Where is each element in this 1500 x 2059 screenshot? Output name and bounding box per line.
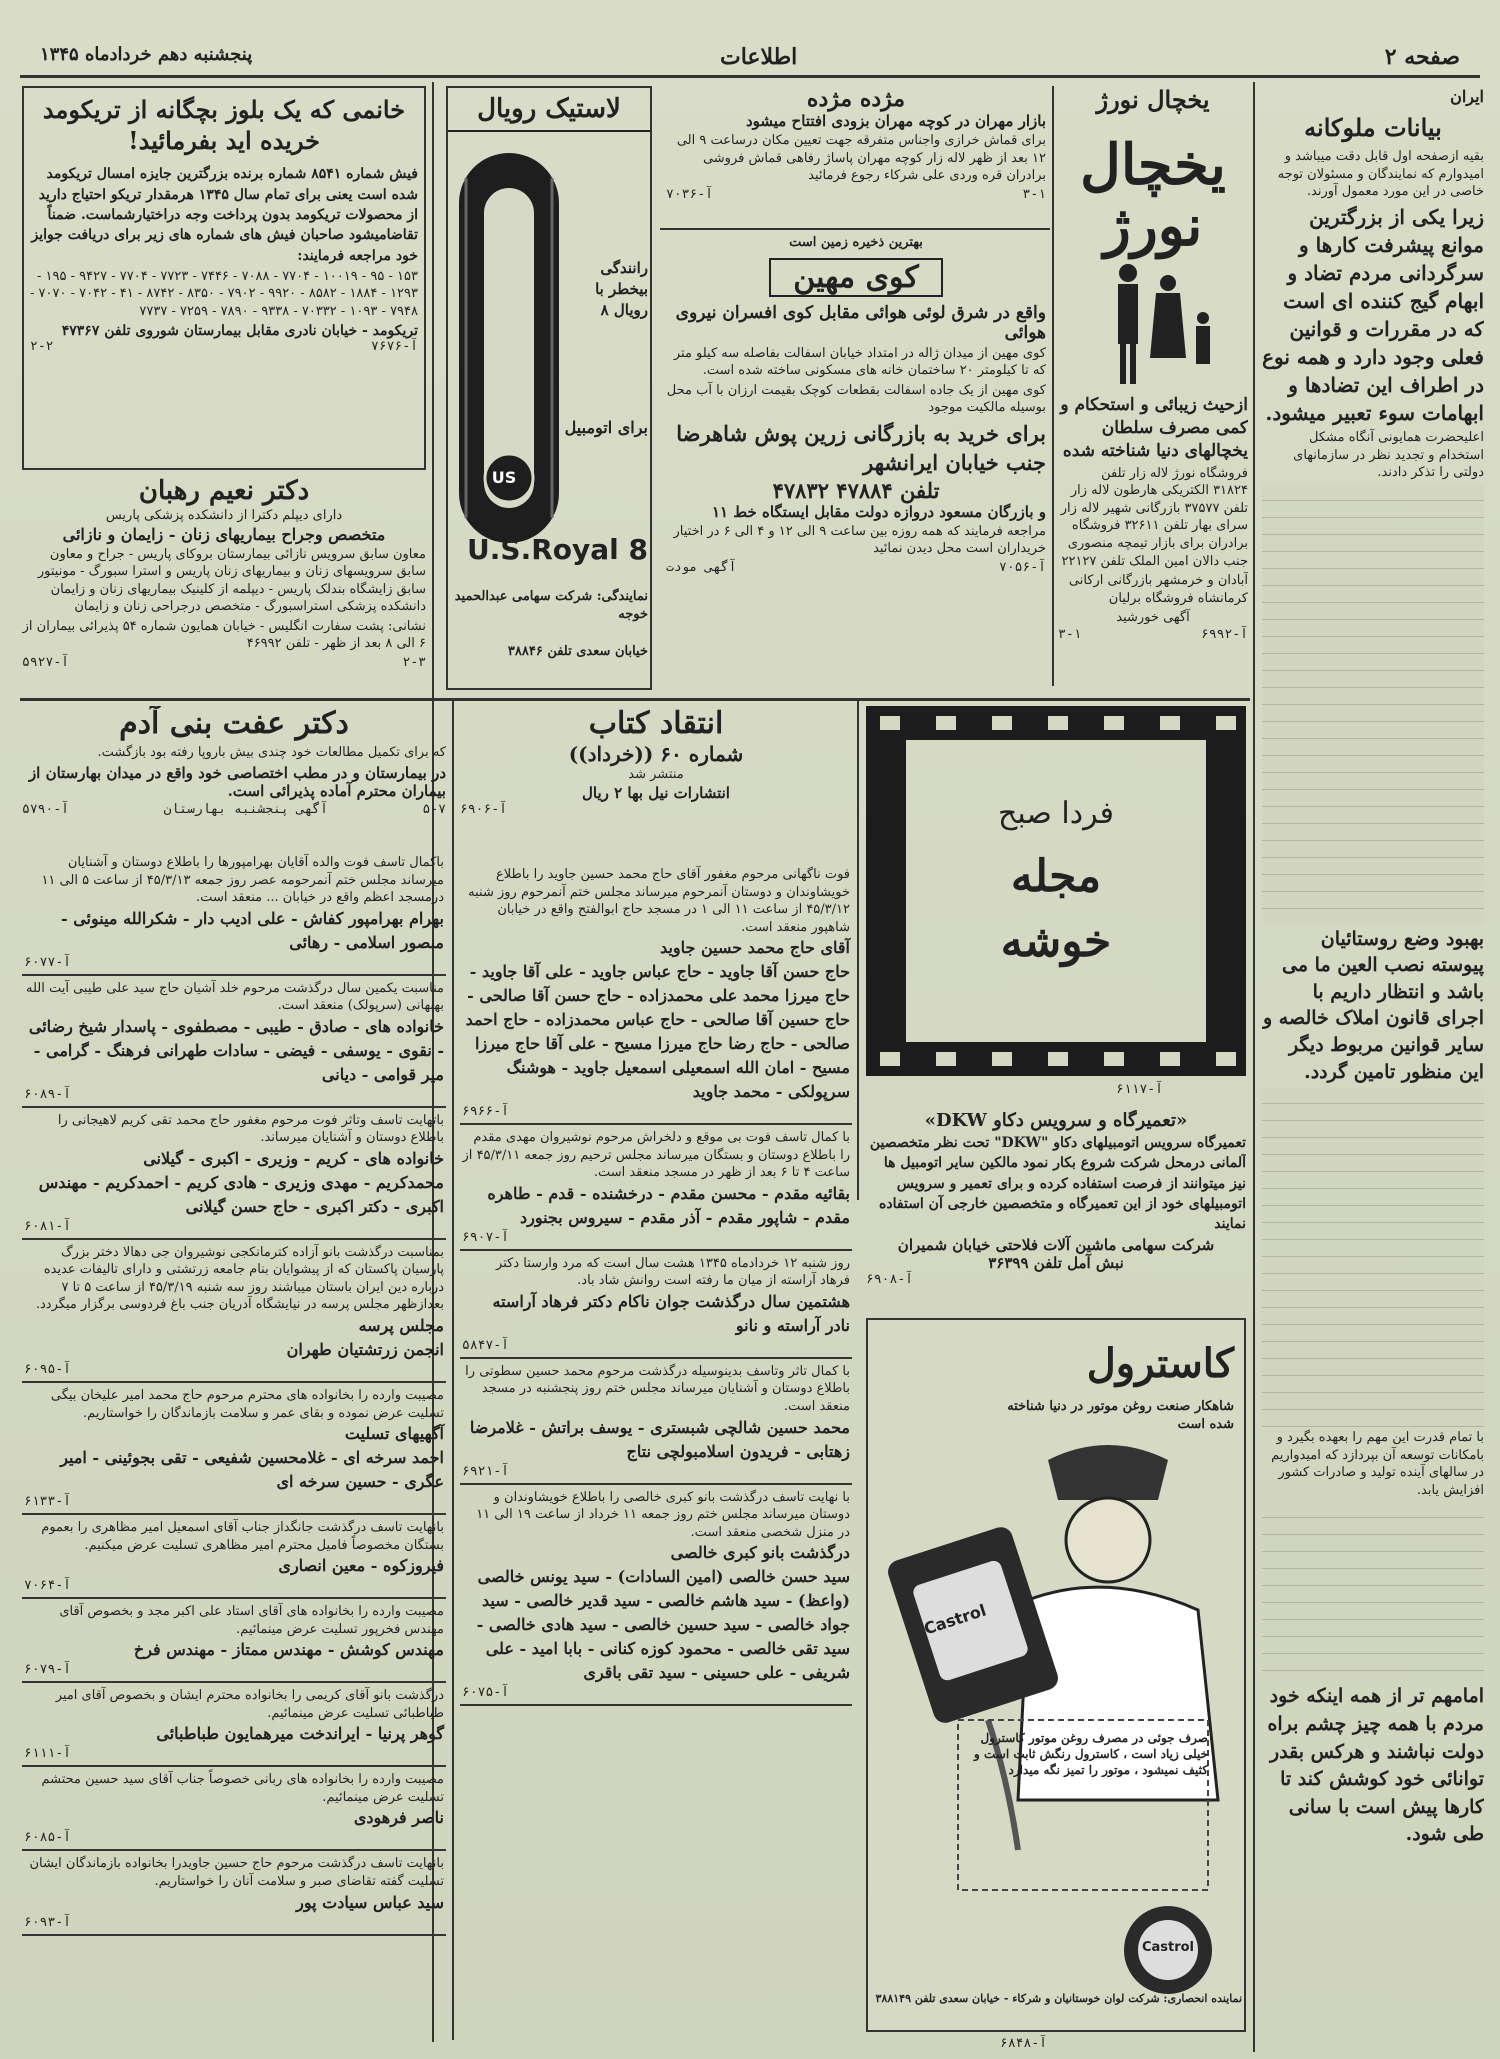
doctor-rahban-ad: [22, 476, 426, 694]
land-office: و بازرگان مسعود دروازه دولت مقابل ایستگاه خط ۱۱: [711, 502, 1046, 521]
fridge-ad: [1058, 86, 1248, 686]
doctor-effat-ad: [22, 706, 446, 846]
dkw-ref: آ-۶۹۰۸: [866, 1272, 913, 1288]
notice-text: مصیبت وارده را بخانواده های ربانی خصوصاً جناب آقای سید حسین محتشم تسلیت عرض مینمائیم.: [41, 1772, 444, 1805]
article-paragraph: زیرا یکی از بزرگترین موانع پیشرفت کارها و سرگردانی مردم تضاد و ابهام گیج کننده ای است که در مقررات و قوانین فعلی وجود دارد و همه نوع در اطراف این تضادها و ابهامات سوء تعبیر میشود.: [1262, 205, 1484, 426]
notice-title: بقائیه مقدم - محسن مقدم - درخشنده - قدم - طاهره مقدم - شاپور مقدم - آذر مقدم - سیروس بجنورد: [487, 1183, 850, 1227]
fridge-tagline: ازحیث زیبائی و استحکام و کمی مصرف سلطان یخچالهای دنیا شناخته شده: [1060, 394, 1248, 461]
bazaar-ref: آ-۷۰۳۶: [666, 187, 713, 203]
article-paragraph: با تمام قدرت این مهم را بعهده بگیرد و بامکانات توسعه آن بپردازد که امیدواریم در سالهای آینده تولید و صادرات کشور افزایش یابد.: [1271, 1430, 1484, 1498]
notice-ref: آ-۶۱۳۳: [24, 1494, 71, 1510]
notice-title: بهرام بهرامپور کفاش - علی ادیب دار - شکرالله مینوئی - منصور اسلامی - رهائی: [61, 908, 444, 952]
notice-names: سید حسن خالصی (امین السادات) - سید یونس خالصی (واعظ) - سید هاشم خالصی - سید قدیر خالصی - سید جواد خالصی - سید حسین خالصی - سید هادی خالصی - سید تقی خالصی - محمود کوزه کنانی - بابا امید - علی شریفی - علی حسینی - سید تقی باقری: [476, 1567, 850, 1683]
dkw-ad: [866, 1110, 1246, 1310]
notice-ref: آ-۶۰۹۵: [24, 1362, 71, 1378]
notice-title: هشتمین سال درگذشت جوان ناکام دکتر فرهاد آراسته: [492, 1291, 850, 1311]
tire-dealer: نمایندگی: شرکت سهامی عبدالحمید خوجه: [454, 589, 648, 622]
khoosheh-ad: [866, 706, 1246, 1106]
doctor-rahban-ref: آ-۵۹۲۷: [22, 655, 69, 671]
castrol-footer: نماینده انحصاری: شرکت لوان خوستانیان و شرکاء - خیابان سعدی تلفن ۳۸۸۱۴۹: [875, 1992, 1242, 2005]
land-phone: تلفن ۴۷۸۸۴ ۴۷۸۳۲: [772, 477, 940, 503]
notice-names: محمدکریم - مهدی وزیری - هادی کریم - احمدکریم - مهندس اکبری - دکتر اکبری - حاج حسن گیلانی: [38, 1172, 444, 1216]
notice-ref: آ-۷۰۶۴: [24, 1578, 71, 1594]
land-body: کوی مهین از میدان ژاله در امتداد خیابان اسفالت بفاصله سه کیلو متر که تا کیلومتر ۲۰ ساختمان خانه های مسکونی ساخته شده است.: [673, 345, 1046, 379]
notice-title: آقای حاج محمد حسین جاوید: [660, 938, 850, 958]
section-rule: [20, 698, 1250, 701]
khoosheh-ref: آ-۶۱۱۷: [1116, 1082, 1163, 1097]
castrol-ad: [866, 1318, 1246, 2032]
notice-title: خانواده های - صادق - طیبی - مصطفوی - پاسدار شیخ رضائی - نقوی - یوسفی - فیضی - سادات طهرانی فرهنگ - گرامی - میر قوامی - دیانی: [28, 1016, 444, 1084]
castrol-badge-logo: Castrol: [1141, 1940, 1195, 1955]
notice-title: درگذشت بانو کبری خالصی: [670, 1543, 850, 1563]
notice-ref: آ-۶۰۷۷: [24, 954, 71, 970]
tricot-ad: [22, 86, 426, 470]
notice-text: با کمال تاسف فوت بی موقع و دلخراش مرحوم نوشیروان مهدی مقدم را باطلاع دوستان و بستگان میرساند مجلس ترحیم روز جمعه ۴۵/۳/۱۱ از ساعت ۴ تا ۶ بعد از ظهر در مسجد منعقد است.: [462, 1130, 850, 1181]
notice-text: بانهایت تاسف درگذشت مرحوم حاج حسین جاویدرا بخانواده بازماندگان ایشان تسلیت گفته تقاضای صبر و سلامت آنان را خواستاریم.: [29, 1856, 444, 1890]
notice-text: مصیبت وارده را بخانواده های محترم مرحوم حاج محمد امیر علیخان بیگی تسلیت عرض نموده و بقای عمر و سلامت بازماندگان را خواستاریم.: [50, 1388, 444, 1421]
death-notice: [22, 850, 446, 976]
notice-ref: آ-۶۰۷۵: [462, 1685, 509, 1701]
doctor-rahban-title: دکتر نعیم رهبان: [138, 476, 310, 506]
article-text-block: [1262, 1087, 1484, 1427]
notice-text: باکمال تاسف فوت والده آقایان بهرامپورها را باطلاع دوستان و آشنایان میرساند مجلس ختم آنمرحومه عصر روز جمعه ۴۵/۳/۱۳ از ساعت ۵ الی ۱۱ درمسجد اعظم واقع در خیابان ... منعقد است.: [41, 855, 444, 906]
column-rule: [1253, 82, 1255, 2052]
book-published: منتشر شد: [628, 767, 684, 782]
dkw-phone: نبش آمل تلفن ۳۶۳۹۹: [988, 1254, 1124, 1273]
notice-ref: آ-۶۰۸۹: [24, 1086, 71, 1102]
death-notice: [460, 1125, 852, 1251]
article-text-block: [1262, 484, 1484, 924]
doctor-rahban-diploma: دارای دیپلم دکترا از دانشکده پزشکی پاریس: [105, 508, 343, 524]
notice-names: فیروزکوه - معین انصاری: [278, 1556, 444, 1576]
castrol-brand: کاسترول: [1086, 1340, 1234, 1387]
notice-text: روز شنبه ۱۲ خردادماه ۱۳۴۵ هشت سال است که مرد وارستا دکتر فرهاد آراسته از میان ما رفته است روانش شاد باد.: [496, 1255, 850, 1289]
castrol-can-logo: Castrol: [921, 1600, 989, 1639]
notice-ref: آ-۶۰۹۳: [24, 1914, 71, 1930]
fridge-ref2: ۳-۱: [1058, 626, 1082, 642]
tricot-ref2: ۲-۲: [30, 338, 54, 354]
land-agent: آگهی مودت: [666, 559, 737, 575]
section-label: ایران: [1450, 87, 1484, 106]
bazaar-ad: [666, 86, 1046, 226]
fridge-city: آبادان و خرمشهر بازرگانی ارکانی کرمانشاه فروشگاه برلیان: [1068, 573, 1248, 606]
death-notice: [22, 1683, 446, 1767]
notice-names: ناصر فرهودی: [353, 1808, 444, 1828]
death-notice: [22, 1599, 446, 1683]
death-notice: [22, 1240, 446, 1383]
death-notice: [22, 1108, 446, 1240]
notice-text: بانهایت تاسف درگذشت جانگداز جناب آقای اسمعیل امیر مظاهری را بعموم بستگان مخصوصاً فامیل محترم امیر مظاهری تسلیت عرض میکنیم.: [41, 1520, 444, 1553]
land-sale: برای خرید به بازرگانی زرین پوش شاهرضا جنب خیابان ایرانشهر: [676, 420, 1046, 476]
notice-text: با نهایت تاسف درگذشت بانو کبری خالصی را باطلاع خویشاوندان و دوستان میرساند مجلس ختم روز جمعه ۱۱ خرداد از ساعت ۱۹ الی ۱۱ در منزل شخصی منعقد است.: [476, 1489, 850, 1540]
tire-car: برای اتومبیل: [564, 418, 648, 437]
doctor-effat-ref: آ-۵۷۹۰: [22, 801, 69, 817]
notice-ref: آ-۶۹۰۷: [462, 1229, 509, 1245]
khoosheh-line1: فردا صبح: [997, 796, 1114, 831]
castrol-illustration: [868, 1420, 1246, 2020]
doctor-effat-ref2: ۵-۷: [422, 801, 446, 817]
tire-ad: [446, 86, 652, 690]
tricot-ref: آ-۷۶۷۶: [371, 338, 418, 354]
article-paragraph: بهبود وضع روستائیان پیوسته نصب العین ما می باشد و انتظار داریم با اجرای قانون املاک خالصه و سایر قوانین مربوط دیگر این منظور تامین گردد.: [1262, 927, 1484, 1083]
bazaar-ref2: ۳-۱: [1022, 187, 1046, 203]
notice-names: سید عباس سیادت پور: [296, 1892, 444, 1912]
notices-middle: [460, 862, 852, 2040]
book-title: انتقاد کتاب: [588, 706, 724, 741]
notice-ref: آ-۶۰۸۱: [24, 1218, 71, 1234]
article-paragraph: امامهم تر از همه اینکه خود مردم با همه چیز چشم براه دولت نباشند و هرکس بقدر توانائی خود کوشش کند تا کارها پیش است با سانی طی شود.: [1267, 1685, 1484, 1846]
notice-names: گوهر پرنیا - ایراندخت میرهمایون طباطبائی: [156, 1724, 444, 1744]
notice-ref: آ-۶۱۱۱: [24, 1746, 71, 1762]
fridge-dealers: فروشگاه نورژ لاله زار تلفن ۳۱۸۲۴ الکتریکی هارطون لاله زار تلفن ۳۷۵۷۷ بازرگانی شهیر لاله زار سرای بهار تلفن ۳۲۶۱۱ فروشگاه برادران برای بازار تیمچه منصوری جنب دالان امین الملک تلفن ۲۲۱۲۷: [1060, 465, 1248, 569]
tricot-numbers: ۱۵۳ - ۹۵ - ۱۰۰۱۹ - ۷۷۰۴ - ۷۰۸۸ - ۷۴۴۶ - ۷۷۲۳ - ۷۷۰۴ - ۹۴۲۷ - ۱۹۵ - ۱۲۹۳ - ۱۸۸۴ - ۸۵۸۲ - ۹۹۲۰ - ۷۹۰۲ - ۸۳۵۰ - ۸۷۴۲ - ۴۱ - ۷۰۴۲ - ۷۰۷۰ - ۷۹۴۸ - ۱۰۹۳ - ۷۰۳۳۲ - ۹۳۳۸ - ۷۸۹۰ - ۷۲۵۹ - ۷۷۳۷: [30, 268, 418, 319]
notice-names: مهندس کوشش - مهندس ممتاز - مهندس فرخ: [133, 1640, 444, 1660]
land-name-box: کوی مهین: [769, 258, 943, 297]
khoosheh-line3: خوشه: [1000, 916, 1112, 967]
article-paragraph: بقیه ازصفحه اول قابل دقت میباشد و امیدوارم که نمایندگان و مسئولان توجه خاصی در این مورد معمول آورند.: [1277, 149, 1484, 200]
tire-script: لاستیک رویال: [448, 88, 650, 132]
column-rule: [1052, 86, 1054, 686]
tire-address: خیابان سعدی تلفن ۳۸۸۴۶: [507, 644, 648, 659]
notice-ref: آ-۶۹۲۱: [462, 1463, 509, 1479]
fridge-agent: آگهی خورشید: [1116, 610, 1190, 626]
death-notice: [460, 862, 852, 1125]
doctor-effat-body2: در بیمارستان و در مطب اختصاصی خود واقع در میدان بهارستان از بیماران محترم آماده پذیرائی است.: [28, 763, 446, 800]
tricot-address: تریکومد - خیابان نادری مقابل بیمارستان شوروی تلفن ۴۷۳۶۷: [61, 322, 418, 339]
land-ref: آ-۷۰۵۶: [999, 559, 1046, 575]
tire-illustration: [454, 148, 564, 548]
page-label: صفحه ۲: [1384, 44, 1460, 70]
notice-text: فوت ناگهانی مرحوم مغفور آقای حاج محمد حسین جاوید را باطلاع خویشاوندان و دوستان آنمرحوم میرساند مجلس ختم آنمرحوم روز شنبه ۴۵/۳/۱۲ از ساعت ۱۱ الی ۱ در مسجد حاج ابوالفتح واقع در خیابان شاهپور منعقد است.: [468, 867, 850, 935]
notice-names: نادر آراسته و نانو: [735, 1315, 850, 1335]
land-body2: کوی مهین از یک جاده اسفالت بقطعات کوچک بقیمت ارزان با آب محل بوسیله مالکیت موجود: [666, 382, 1046, 416]
article-text-block: [1262, 1501, 1484, 1681]
notice-title: محمد حسین شالچی شبستری - یوسف براتش - غلامرضا زهتابی - فریدون اسلامبولچی نتاج: [469, 1417, 850, 1461]
notice-text: مصیبت وارده را بخانواده های آقای استاد علی اکبر مجد و بخصوص آقای مهندس فخرپور تسلیت عرض مینمائیم.: [59, 1604, 444, 1637]
fridge-logo: یخچال نورژ: [1080, 131, 1226, 260]
bazaar-title: مژده مژده: [806, 86, 906, 112]
doctor-effat-body: که برای تکمیل مطالعات خود چندی بیش باروپا رفته بود بازگشت.: [97, 745, 446, 760]
doctor-rahban-specialty: متخصص وجراح بیماریهای زنان - زایمان و نازائی: [62, 524, 386, 544]
dkw-body: تعمیرگاه سرویس اتومبیلهای دکاو "DKW" تحت نظر متخصصین آلمانی درمحل شرکت شروع بکار نمود مالکین سایر اتومبیل ها نیز میتوانند از فرصت استفاده کرده و برای تعمیر و سرویس اتومبیلهای خود از این تعمیرگاه و متخصصین خارجی آن استفاده نمایند: [869, 1135, 1246, 1233]
death-notice: [460, 1485, 852, 1707]
family-illustration: [1058, 258, 1248, 388]
khoosheh-line2: مجله: [1010, 851, 1102, 902]
fridge-ref: آ-۶۹۹۲: [1201, 626, 1248, 642]
column-rule: [857, 700, 859, 1200]
tire-line: رانندگی بیخطر با رویال ۸: [595, 259, 648, 319]
notice-text: بمناسبت درگذشت بانو آزاده کترمانکجی نوشیروان جی دهالا دختر بزرگ پارسیان پاکستان که از پیشوایان بنام جامعه زرتشتی و دارای تالیفات عدیده درباره دین ایران باستان میباشند روز سه شنبه ۴۵/۳/۱۹ از ساعت ۵ تا ۷ بعدازظهر مجلس پرسه در نیایشگاه آدریان جنب باغ فردوسی برگزار میگردد.: [35, 1244, 444, 1313]
notice-title: مجلس پرسه: [358, 1316, 444, 1336]
doctor-effat-agent: آگهی پنجشنبه بهارستان: [163, 801, 328, 817]
fridge-header: یخچال نورژ: [1096, 86, 1210, 114]
tire-brand: U.S.Royal 8: [467, 533, 648, 566]
notice-text: با کمال تاثر وتاسف بدینوسیله درگذشت مرحوم محمد حسین سطوتی را باطلاع دوستان و آشنایان میرساند مجلس ختم روز پنجشنبه در مسجد منعقد است.: [465, 1363, 850, 1415]
notice-names: احمد سرخه ای - غلامحسین شفیعی - تقی بجوئینی - امیر عگری - حسین سرخه ای: [60, 1448, 444, 1492]
notice-ref: آ-۵۸۴۷: [462, 1337, 509, 1353]
tricot-body: فیش شماره ۸۵۴۱ شماره برنده بزرگترین جایزه امسال تریکومد شده است یعنی برای تمام سال ۱۳۴۵ هرمقدار تریکو احتیاج دارید از محصولات تریکومد بدون پرداخت وجه دراختیارشماست. ضمناً تقاضامیشود صاحبان فیش های شماره های زیر برای دریافت جوایز خود مراجعه فرمایند:: [31, 166, 418, 264]
death-notice: [22, 1515, 446, 1599]
book-ad: [460, 706, 852, 856]
castrol-tagline: شاهکار صنعت روغن موتور در دنیا شناخته شده است: [1007, 1399, 1234, 1432]
paper-name: اطلاعات: [720, 44, 798, 70]
book-price: انتشارات نیل بها ۲ ریال: [582, 783, 730, 802]
notice-text: باتهایت تاسف وتاثر فوت مرحوم مغفور حاج محمد تقی کریم لاهیجانی را باطلاع دوستان و آشنایان میرساند.: [57, 1112, 444, 1146]
notice-title: خانواده های - کریم - وزیری - اکبری - گیلانی: [143, 1148, 444, 1168]
notice-title: آگهیهای تسلیت: [344, 1424, 444, 1444]
bazaar-body: برای قماش خرازی واجناس متفرقه جهت تعیین مکان درساعت ۹ الی ۱۲ بعد از ظهر لاله زار کوچه مهران پاساژ رفاهی قماش فروشی برادران قره وردی علی شرکاء رجوع فرمائید: [676, 133, 1046, 184]
death-notice: [460, 1251, 852, 1359]
tire-us-logo: US: [491, 468, 517, 487]
doctor-rahban-address: نشانی: پشت سفارت انگلیس - خیابان همایون شماره ۵۴ پذیرائی بیماران از ۶ الی ۸ بعد از ظهر - تلفن ۴۶۹۹۲: [22, 618, 426, 652]
column-rule: [452, 700, 454, 2040]
masthead: [20, 38, 1480, 78]
castrol-ref: آ-۶۸۴۸: [1000, 2036, 1047, 2051]
notice-sub: انجمن زرتشتیان طهران: [286, 1340, 444, 1360]
tricot-title: خانمی که یک بلوز بچگانه از تریکومد خریده اید بفرمائید!: [42, 95, 406, 156]
death-notice: [22, 976, 446, 1108]
notice-ref: آ-۶۰۸۵: [24, 1830, 71, 1846]
notice-text: درگذشت بانو آقای کریمی را بخانواده محترم ایشان و بخصوص آقای امیر طباطبائی تسلیت عرض مینمائیم.: [55, 1688, 444, 1721]
book-ref: آ-۶۹۰۶: [460, 801, 507, 817]
death-notice: [22, 1851, 446, 1935]
doctor-rahban-ref2: ۲-۳: [402, 655, 426, 671]
land-note: مراجعه فرمایند که همه روزه بین ساعت ۹ الی ۱۲ و ۴ الی ۶ در اختیار خریداران است محل دیدن نمائید: [673, 523, 1046, 557]
dkw-title: «تعمیرگاه و سرویس دکاو DKW»: [924, 1110, 1188, 1131]
doctor-effat-title: دکتر عفت بنی آدم: [119, 706, 349, 741]
bazaar-headline: بازار مهران در کوچه مهران بزودی افتتاح میشود: [745, 112, 1046, 131]
article-column: [1262, 86, 1484, 2046]
notice-ref: آ-۶۹۶۶: [462, 1104, 509, 1120]
notice-ref: آ-۶۰۷۹: [24, 1662, 71, 1678]
dkw-company: شرکت سهامی ماشین آلات فلاحتی خیابان شمیران: [897, 1236, 1215, 1255]
article-title: بیانات ملوکانه: [1304, 112, 1442, 142]
death-notice: [460, 1359, 852, 1485]
land-location: واقع در شرق لوئی هوائی مقابل کوی افسران نیروی هوائی: [675, 302, 1046, 343]
section-rule: [660, 228, 1050, 230]
book-issue: شماره ۶۰ ((خرداد)): [568, 742, 744, 766]
article-paragraph: اعلیحضرت همایونی آنگاه مشکل استخدام و تجدید نظر در سازمانهای دولتی را تذکر دادند.: [1293, 430, 1484, 481]
notices-left: [22, 850, 446, 2040]
land-top: بهترین ذخیره زمین است: [789, 235, 923, 250]
castrol-bubble: صرف جوئی در مصرف روغن موتور کاسترول خیلی زیاد است ، کاسترول رنگش ثابت است و کثیف نمیشود ، موتور را تمیز نگه میدارد: [974, 1731, 1208, 1778]
death-notice: [22, 1383, 446, 1515]
doctor-rahban-history: معاون سابق سرویس نازائی بیمارستان بروکای پاریس - جراح و معاون سابق سرویسهای زنان و بیماریهای زنان پاریس و استرا سبورگ - مونیتور سابق زایشگاه بندلک پاریس - دیپلمه از کلینیک بیماریهای زنان و زایمان دانشکده پزشکی استراسبورگ - متخصص درجراحی زنان و زایمان: [37, 546, 426, 615]
notice-text: مناسبت یکمین سال درگذشت مرحوم خلد آشیان حاج سید علی طیبی آیت الله بهبهانی (سرپولک) منعقد است.: [25, 980, 444, 1014]
notice-names: حاج حسن آقا جاوید - حاج عباس جاوید - علی آقا جاوید - حاج میرزا محمد علی محمدزاده - حاج حسن آقا صالحی - حاج حسین آقا صالحی - حاج عباس محمدزاده - حاج احمد صالحی - حاج رضا حاج میرزا مسیح - علی آقا حاج میرزا مسیح - امان الله اسمعیلی اسمعیل جاوید - هوشنگ سرپولکی - محمد جاوید: [465, 962, 850, 1102]
land-ad: [666, 234, 1046, 694]
death-notice: [22, 1767, 446, 1851]
issue-date: پنجشنبه دهم خردادماه ۱۳۴۵: [40, 44, 253, 65]
